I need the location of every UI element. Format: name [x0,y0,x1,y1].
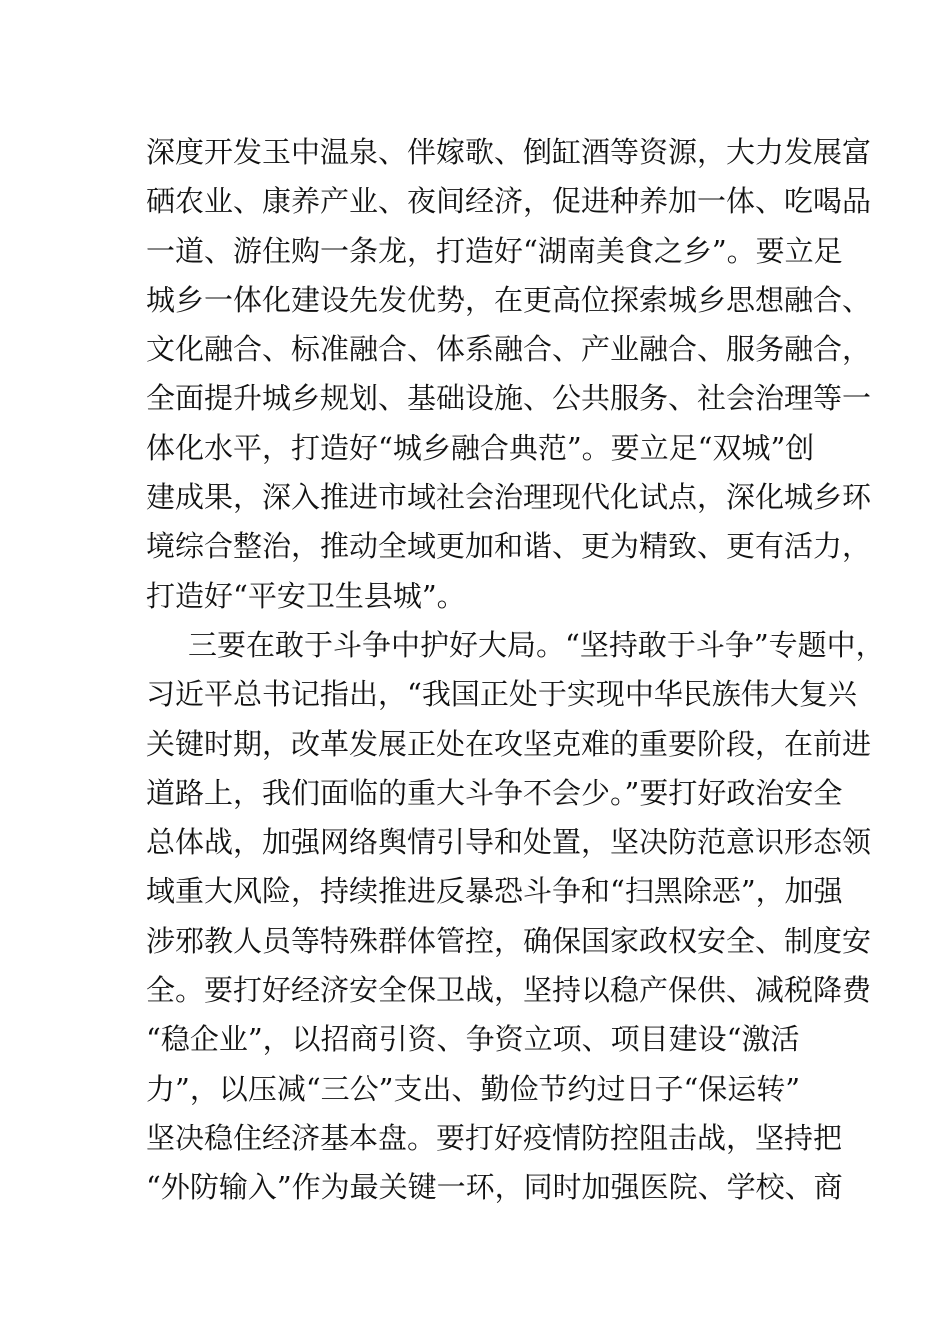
text-line: 一道、游住购一条龙，打造好“湖南美食之乡”。要立足 [146,233,843,268]
text-line: 关键时期，改革发展正处在攻坚克难的重要阶段，在前进 [146,726,872,761]
text-line: 体化水平，打造好“城乡融合典范”。要立足“双城”创 [146,430,815,465]
text-line: 涉邪教人员等特殊群体管控，确保国家政权安全、制度安 [146,923,872,958]
text-line: 文化融合、标准融合、体系融合、产业融合、服务融合， [146,332,872,367]
text-line: 道路上，我们面临的重大斗争不会少。”要打好政治安全 [146,775,843,810]
text-line: 城乡一体化建设先发优势，在更高位探索城乡思想融合、 [146,282,872,317]
text-line: 建成果，深入推进市域社会治理现代化试点，深化城乡环 [146,480,872,515]
text-line: 坚决稳住经济基本盘。要打好疫情防控阻击战，坚持把 [146,1120,843,1155]
text-line: 硒农业、康养产业、夜间经济，促进种养加一体、吃喝品 [146,184,872,219]
text-line: 深度开发玉中温泉、伴嫁歌、倒缸酒等资源，大力发展富 [146,135,872,169]
body-text [146,128,885,1213]
text-line: “稳企业”，以招商引资、争资立项、项目建设“激活 [146,1022,800,1057]
text-line: 全。要打好经济安全保卫战，坚持以稳产保供、减税降费 [146,973,872,1008]
text-line: 习近平总书记指出，“我国正处于实现中华民族伟大复兴 [146,677,857,712]
text-line: “外防输入”作为最关键一环，同时加强医院、学校、商 [146,1170,843,1205]
text-line: 总体战，加强网络舆情引导和处置，坚决防范意识形态领 [146,825,872,860]
paragraph-start-line: 三要在敢于斗争中护好大局。“坚持敢于斗争”专题中， [188,627,885,662]
text-line: 打造好“平安卫生县城”。 [146,578,466,613]
text-line: 域重大风险，持续推进反暴恐斗争和“扫黑除恶”，加强 [146,874,843,909]
text-line: 全面提升城乡规划、基础设施、公共服务、社会治理等一 [146,381,872,416]
text-line: 境综合整治，推动全域更加和谐、更为精致、更有活力， [146,529,872,564]
text-line: 力”，以压减“三公”支出、勤俭节约过日子“保运转” [146,1071,801,1106]
